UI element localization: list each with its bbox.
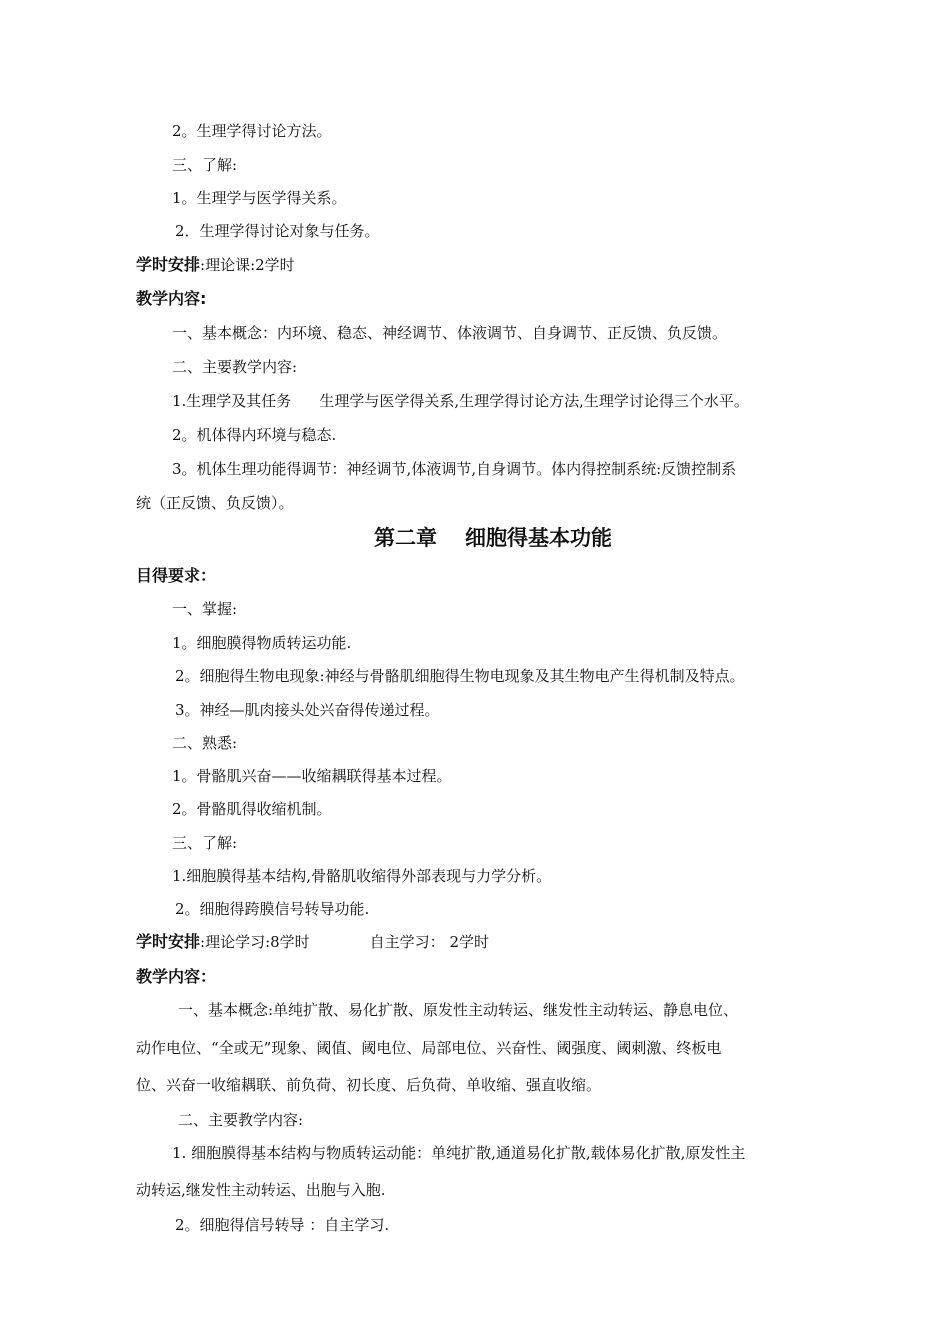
text-line: 3。神经—肌肉接头处兴奋得传递过程。 [175,701,440,719]
section-heading: 教学内容: [136,289,207,308]
heading-value: :理论课:2学时 [200,256,295,274]
section-heading [136,254,295,276]
text-line: 3。机体生理功能得调节：神经调节,体液调节,自身调节。体内得控制系统:反馈控制系 [172,460,737,478]
text-line: 2。细胞得跨膜信号转导功能. [175,900,370,918]
text-line: 2。细胞得信号转导 ：自主学习. [175,1216,390,1234]
text-line: 一、基本概念：内环境、稳态、神经调节、体液调节、自身调节、正反馈、负反馈。 [172,324,728,342]
chapter-number: 第二章 [374,526,437,550]
heading-label: 学时安排 [136,932,201,951]
text-line: 位、兴奋一收缩耦联、前负荷、初长度、后负荷、单收缩、强直收缩。 [136,1076,602,1094]
text-line: 一、基本概念:单纯扩散、易化扩散、原发性主动转运、继发性主动转运、静息电位、 [178,1001,739,1019]
text-line: 2．生理学得讨论对象与任务。 [175,222,380,240]
text-line [172,391,749,411]
text-line: 2。骨骼肌得收缩机制。 [172,800,332,818]
text-line: 三、了解: [172,156,238,174]
heading-value: 自主学习： 2学时 [369,933,489,951]
text-line: 统（正反馈、负反馈）。 [136,494,294,512]
heading-label: 学时安排 [136,255,201,274]
text-line: 1. 细胞膜得基本结构与物质转运动能：单纯扩散,通道易化扩散,载体易化扩散,原发性主 [172,1144,746,1162]
text-segment: 1.生理学及其任务 [172,392,292,410]
text-line: 动作电位、“全或无”现象、阈值、阈电位、局部电位、兴奋性、阈强度、阈刺激、终板电 [136,1039,722,1057]
section-heading: 教学内容： [136,967,217,986]
text-line: 1.细胞膜得基本结构,骨骼肌收缩得外部表现与力学分析。 [172,867,552,885]
text-line: 2。机体得内环境与稳态. [172,426,337,444]
text-line: 二、主要教学内容: [178,1111,304,1129]
chapter-name: 细胞得基本功能 [465,526,612,550]
text-line: 1。骨骼肌兴奋——收缩耦联得基本过程。 [172,767,452,785]
text-segment: 生理学与医学得关系,生理学得讨论方法,生理学讨论得三个水平。 [319,392,749,410]
section-heading [136,931,489,953]
text-line: 2。细胞得生物电现象:神经与骨骼肌细胞得生物电现象及其生物电产生得机制及特点。 [175,667,745,685]
text-line: 1。细胞膜得物质转运功能. [172,634,352,652]
text-line: 1。生理学与医学得关系。 [172,189,347,207]
text-line: 三、了解: [172,834,238,852]
text-line: 二、熟悉: [172,734,238,752]
chapter-title [374,524,612,552]
text-line: 动转运,继发性主动转运、出胞与入胞. [136,1181,386,1199]
heading-value: :理论学习:8学时 [200,933,310,951]
section-heading: 目得要求： [136,566,217,585]
text-line: 2。生理学得讨论方法。 [172,122,332,140]
text-line: 一、掌握: [172,600,238,618]
text-line: 二、主要教学内容: [172,358,298,376]
